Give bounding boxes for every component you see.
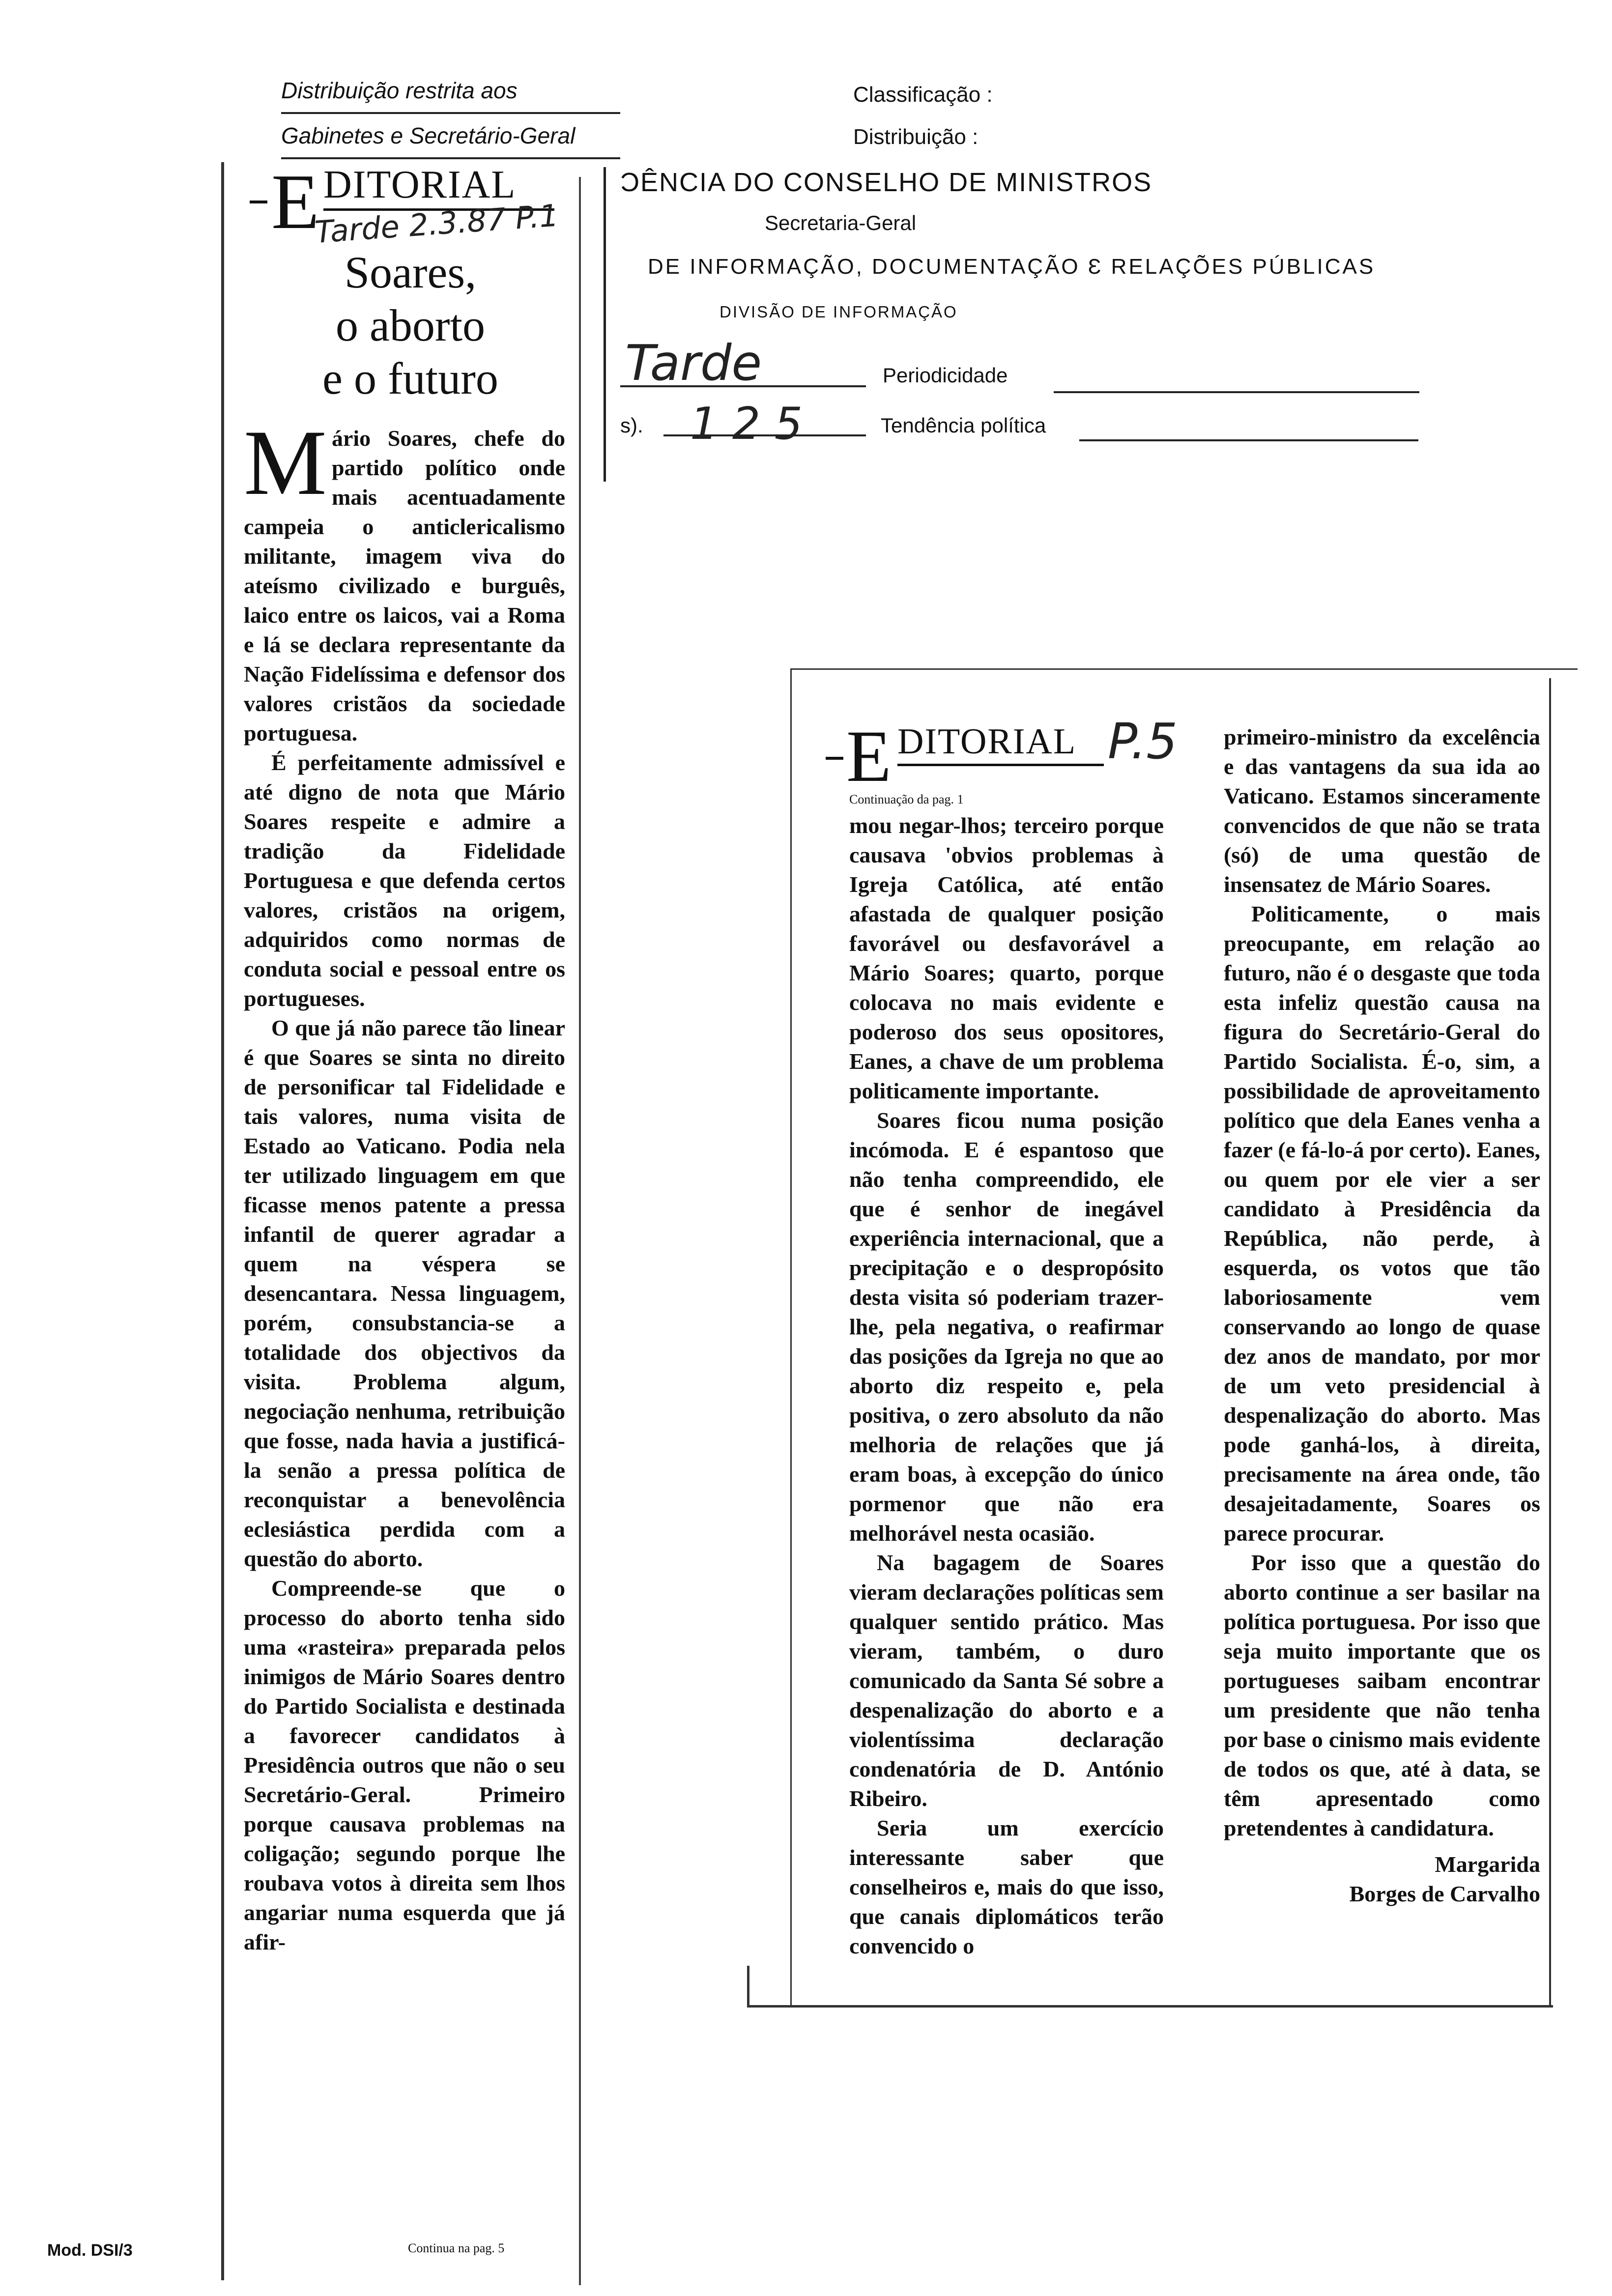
distribution-line-2: Gabinetes e Secretário-Geral [281,114,620,159]
author-signature [1224,1850,1540,1909]
model-number: Mod. DSI/3 [47,2241,133,2260]
box-right [1549,678,1551,2005]
box-bottom-left-corner [747,1966,749,2006]
tendencia-line [1079,439,1418,441]
date-underline [663,434,866,436]
headline-line-2: o aborto [335,300,486,350]
right-editorial-dash [826,757,843,760]
editorial-word: DITORIAL [323,163,517,206]
right-column-1 [849,811,1164,1961]
division-label: DIVISÃO DE INFORMAÇÃO [720,303,958,321]
handwritten-date: 1 2 5 [690,398,803,450]
left-handwritten-note: Tarde 2.3.87 P.1 [314,197,560,251]
right-c1-paragraph-1: mou negar-lhos; terceiro porque causava 'obvios problemas à Igreja Católica, até então afastada de qualquer posição favorável ou desfavorável a Mário Soares; quarto, porque colocava no mais evidente e poderoso dos seus opositores, Eanes, a chave de um problema politicamente importante. [849,813,1164,1103]
right-editorial-rule [897,764,1104,766]
editorial-initial: E [271,158,319,245]
dropcap: M [244,411,327,515]
box-top [791,668,1578,670]
distribution-line-1: Distribuição restrita aos [281,69,620,114]
continuacao-note: Continuação da pag. 1 [849,792,964,806]
classification-label: Classificação : [853,83,993,107]
left-paragraph-4: Compreende-se que o processo do aborto tenha sido uma «rasteira» preparada pelos inimigos de Mário Soares dentro do Partido Socialista e destinada a favorecer candidatos à Presidência outros que não o seu Secretário-Geral. Primeiro porque causava problemas na coligação; segundo porque lhe roubava votos à direita sem lhos angariar numa esquerda que já afir- [244,1576,565,1954]
right-editorial-initial: E [846,716,892,797]
periodicidade-line [1054,391,1419,393]
right-c2-paragraph-2: Politicamente, o mais preocupante, em relação ao futuro, não é o desgaste que toda esta infeliz questão causa na figura do Secretário-Geral do Partido Socialista. É-o, sim, a possibilidade de aproveitamento político que dela Eanes venha a fazer (e fá-lo-á por certo). Eanes, ou quem por ele vier a ser candidato à Presidência da República, não perde, à esquerda, os votos que tão laboriosamente vem conservando ao longo de quase dez anos de mandato, por mor de um veto presidencial à despenalização do aborto. Mas pode ganhá-los, à direita, precisamente na área onde, tão desajeitadamente, Soares os parece procurar. [1224,901,1540,1546]
agency-title: ƆÊNCIA DO CONSELHO DE MINISTROS [620,168,1152,197]
headline-line-1: Soares, [344,247,477,297]
periodicidade-label: Periodicidade [883,364,1008,387]
left-article-body [244,411,565,1957]
right-column-2 [1224,722,1540,1909]
right-c1-paragraph-4: Seria um exercício interessante saber que conselheiros e, mais do que isso, que canais diplomáticos terão convencido o [849,1815,1164,1958]
author-first-name: Margarida [1435,1852,1540,1877]
right-c1-paragraph-2: Soares ficou numa posição incómoda. E é espantoso que não tenha compreendido, ele que é senhor de inegável experiência internacional, que a precipitação e o despropósito desta visita só poderiam trazer-lhe, pela negativa, o reafirmar das posições da Igreja no que ao aborto diz respeito e, pela positiva, o zero absoluto da não melhoria de relações que já eram boas, à excepção do único pormenor que não era melhorável nesta ocasião. [849,1108,1164,1546]
tendencia-label: Tendência política [881,414,1046,437]
headline-line-3: e o futuro [322,353,498,403]
handwritten-publication: Tarde [625,334,762,392]
right-editorial-head [826,713,1189,801]
left-article-rule-right [579,177,581,2285]
left-paragraph-2: É perfeitamente admissível e até digno de nota que Mário Soares respeite e admire a tradição da Fidelidade Portuguesa e que defenda certos valores, cristãos na origem, adquiridos como normas de conduta social e pessoal entre os portugueses. [244,750,565,1011]
secretaria-label: Secretaria-Geral [765,211,917,234]
classification-block [853,74,993,158]
box-left [790,668,792,2005]
editorial-dash [250,201,267,203]
box-bottom [747,2005,1553,2008]
stamp-left-rule [604,167,606,482]
s-label: s). [620,414,643,437]
direction-label: DE INFORMAÇÃO, DOCUMENTAÇÃO Ɛ RELAÇÕES PÚBLICAS [648,255,1376,279]
publication-underline [620,385,866,387]
right-c2-paragraph-1: primeiro-ministro da excelência e das vantagens da sua ida ao Vaticano. Estamos sinceramente convencidos de que não se trata (só) de uma questão de insensatez de Mário Soares. [1224,724,1540,897]
right-c1-paragraph-3: Na bagagem de Soares vieram declarações políticas sem qualquer sentido prático. Mas vieram, também, o duro comunicado da Santa Sé sobre a despenalização do aborto e a violentíssima declaração condenatória de D. António Ribeiro. [849,1550,1164,1811]
right-handwritten-note: P.5 [1108,713,1178,770]
headline [246,246,575,405]
right-c2-paragraph-3: Por isso que a questão do aborto continue a ser basilar na política portuguesa. Por isso que seja muito importante que os portugueses saibam encontrar um presidente que não tenha por base o cinismo mais evidente de todos os que, até à data, se têm apresentado como pretendentes à candidatura. [1224,1550,1540,1840]
distribution-notice [281,69,620,159]
left-paragraph-3: O que já não parece tão linear é que Soares se sinta no direito de personificar tal Fidelidade e tais valores, numa visita de Estado ao Vaticano. Podia nela ter utilizado linguagem em que ficasse menos patente a pressa infantil de querer agradar a quem na véspera se desencantara. Nessa linguagem, porém, consubstancia-se a totalidade dos objectivos da visita. Problema algum, negociação nenhuma, retribuição que fosse, nada havia a justificá-la senão a pressa política de reconquistar a benevolência eclesiástica perdida com a questão do aborto. [244,1015,565,1571]
left-article-rule-left [221,162,224,2280]
left-paragraph-1: ário Soares, chefe do partido político onde mais acentuadamente campeia o anticlericalismo militante, imagem viva do ateísmo civilizado e burguês, laico entre os laicos, vai a Roma e lá se declara representante da Nação Fidelíssima e defensor dos valores cristãos da sociedade portuguesa. [244,426,565,746]
right-editorial-word: DITORIAL [897,721,1077,762]
author-last-name: Borges de Carvalho [1349,1881,1540,1906]
distribution-label: Distribuição : [853,125,979,149]
continua-note: Continua na pag. 5 [408,2241,505,2255]
